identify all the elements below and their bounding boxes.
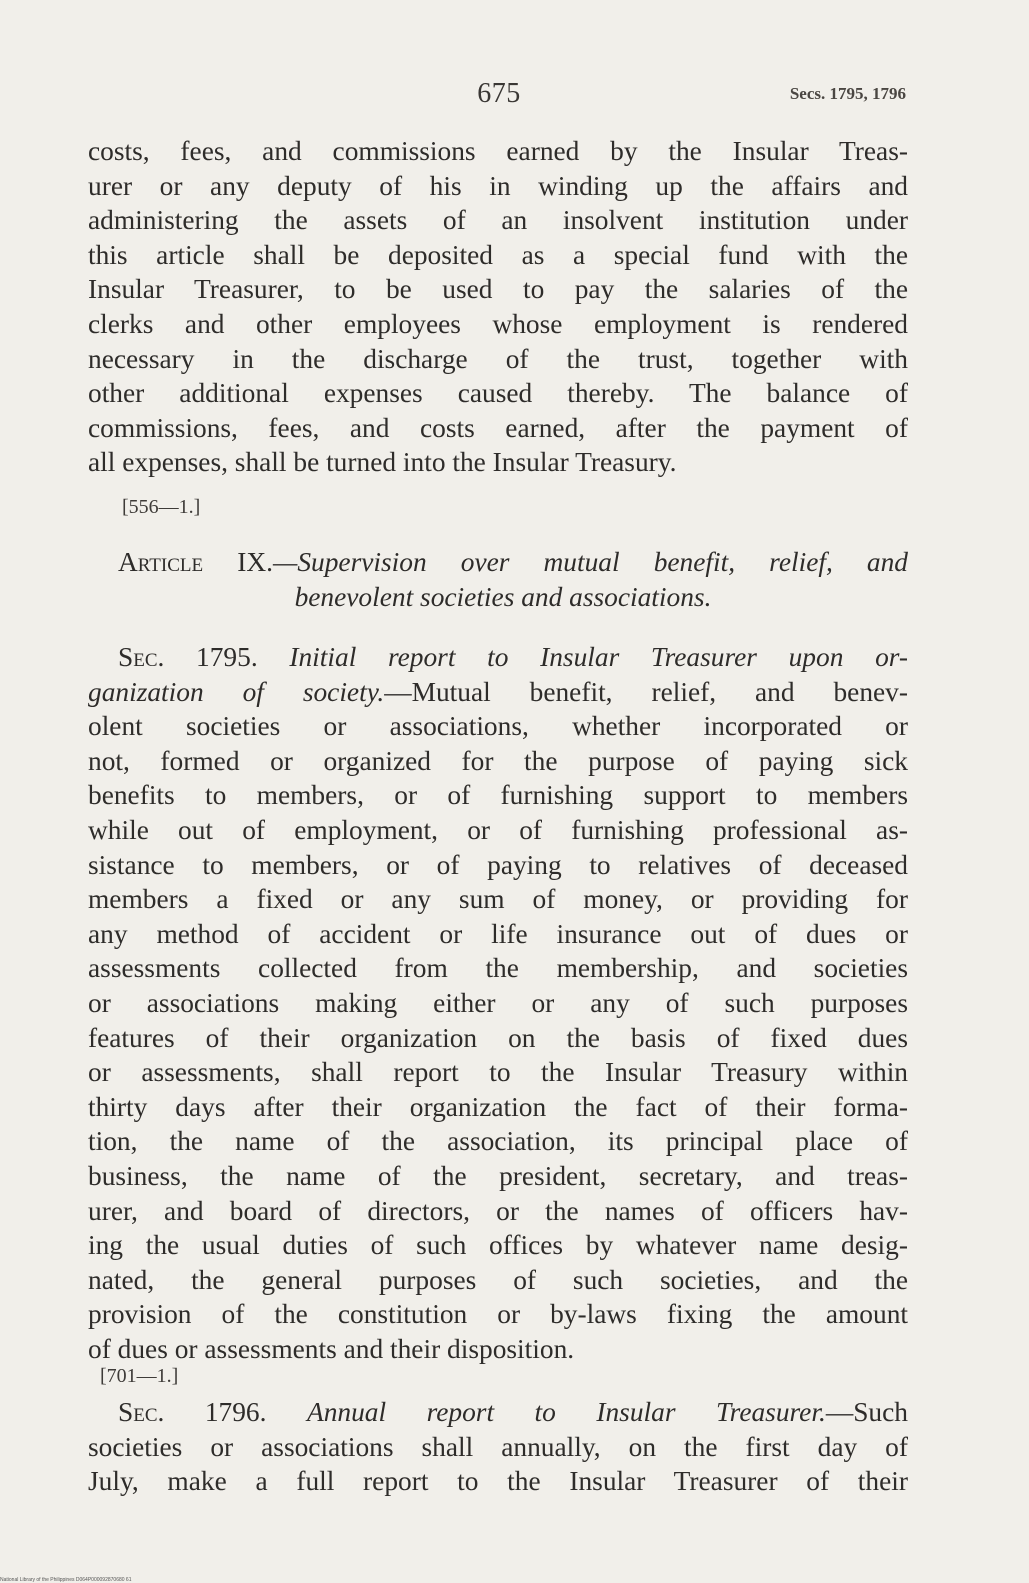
section-label: Sec. 1795. bbox=[118, 642, 258, 672]
text-fragment: —Such bbox=[825, 1397, 908, 1427]
text-line: business, the name of the president, secretary, and treas- bbox=[88, 1160, 908, 1191]
section-heading: ganization of society. bbox=[88, 676, 385, 707]
text-line: olent societies or associations, whether incorporated or bbox=[88, 711, 908, 742]
text-line: costs, fees, and commissions earned by the Insular Treas- bbox=[88, 136, 908, 166]
article-title-part: —Supervision over mutual benefit, relief, and bbox=[272, 547, 908, 577]
text-line: any method of accident or life insurance out of dues or bbox=[88, 918, 908, 949]
section-label: Sec. 1796. bbox=[118, 1397, 267, 1427]
section-reference: Secs. 1795, 1796 bbox=[789, 84, 906, 103]
text-line: July, make a full report to the Insular Treasurer of their bbox=[88, 1466, 908, 1497]
text-line: assessments collected from the membership, and societies bbox=[88, 953, 908, 984]
text-line: urer, and board of directors, or the names of officers hav- bbox=[88, 1195, 908, 1226]
text-line: clerks and other employees whose employment is rendered bbox=[88, 308, 908, 339]
text-line: societies or associations shall annually, on the first day of bbox=[88, 1431, 908, 1462]
section-heading-line bbox=[88, 1395, 908, 1430]
text-line: of dues or assessments and their disposition. bbox=[88, 1333, 575, 1364]
section-heading: Initial report to Insular Treasurer upon or- bbox=[289, 642, 908, 672]
page-number: 675 bbox=[477, 78, 521, 109]
text-line: tion, the name of the association, its principal place of bbox=[88, 1126, 908, 1157]
section-1795 bbox=[88, 640, 908, 1366]
article-heading-line bbox=[88, 545, 908, 580]
text-line: or assessments, shall report to the Insular Treasury within bbox=[88, 1057, 908, 1088]
text-line: or associations making either or any of such purposes bbox=[88, 987, 908, 1018]
footer-note: National Library of the Philippines D064P000092870680 61 bbox=[0, 1577, 132, 1583]
article-label: Article IX. bbox=[118, 547, 273, 577]
paragraph-continuation bbox=[88, 134, 908, 480]
text-line: this article shall be deposited as a special fund with the bbox=[88, 239, 908, 270]
section-1796 bbox=[88, 1395, 908, 1499]
section-heading-line bbox=[88, 640, 908, 675]
section-heading: Annual report to Insular Treasurer. bbox=[306, 1397, 826, 1427]
text-line: thirty days after their organization the fact of their forma- bbox=[88, 1091, 908, 1122]
text-fragment: —Mutual benefit, relief, and benev- bbox=[384, 676, 908, 707]
text-line: necessary in the discharge of the trust, together with bbox=[88, 343, 908, 374]
text-line: other additional expenses caused thereby. The balance of bbox=[88, 378, 908, 409]
article-heading bbox=[88, 545, 908, 614]
text-line: commissions, fees, and costs earned, after the payment of bbox=[88, 412, 908, 443]
text-line: not, formed or organized for the purpose of paying sick bbox=[88, 745, 908, 776]
page-header bbox=[88, 74, 910, 114]
text-line: ing the usual duties of such offices by whatever name desig- bbox=[88, 1230, 908, 1261]
text-line: administering the assets of an insolvent institution under bbox=[88, 205, 908, 236]
source-reference: [556—1.] bbox=[122, 496, 201, 518]
text-line: Insular Treasurer, to be used to pay the salaries of the bbox=[88, 274, 908, 305]
text-line: benefits to members, or of furnishing support to members bbox=[88, 780, 908, 811]
text-line: nated, the general purposes of such societies, and the bbox=[88, 1264, 908, 1295]
article-title-line: benevolent societies and associations. bbox=[294, 581, 712, 612]
section-heading-line bbox=[88, 675, 908, 710]
text-line: while out of employment, or of furnishing professional as- bbox=[88, 814, 908, 845]
text-line: sistance to members, or of paying to relatives of deceased bbox=[88, 849, 908, 880]
text-line: urer or any deputy of his in winding up the affairs and bbox=[88, 170, 908, 201]
source-reference: [701—1.] bbox=[100, 1365, 179, 1387]
text-line: provision of the constitution or by-laws fixing the amount bbox=[88, 1299, 908, 1330]
text-line: members a fixed or any sum of money, or providing for bbox=[88, 884, 908, 915]
text-line: features of their organization on the basis of fixed dues bbox=[88, 1022, 908, 1053]
text-line: all expenses, shall be turned into the Insular Treasury. bbox=[88, 447, 677, 478]
